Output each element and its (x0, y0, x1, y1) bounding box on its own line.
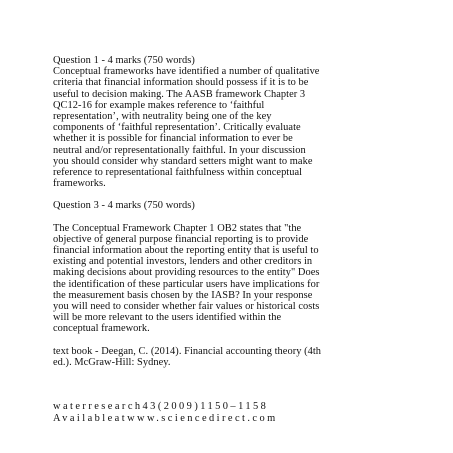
question3-heading: Question 3 - 4 marks (750 words) (53, 200, 195, 212)
question3-line: the identification of these particular users have implications for (53, 278, 320, 290)
question3-line: financial information about the reporting entity that is useful to (53, 245, 319, 257)
question1-line: frameworks. (53, 178, 106, 190)
question1-line: QC12-16 for example makes reference to ‘faithful (53, 99, 265, 111)
question1-line: whether it is possible for financial information to ever be (53, 133, 293, 145)
reference-line: text book - Deegan, C. (2014). Financial accounting theory (4th (53, 345, 322, 357)
question1-line: components of ‘faithful representation’. Critically evaluate (53, 122, 301, 134)
journal-footer (53, 401, 405, 426)
question3-line: conceptual framework. (53, 323, 150, 335)
question1-line: criteria that financial information should possess if it is to be (53, 77, 309, 89)
paragraph-gap (53, 212, 405, 223)
question3-line: the measurement basis chosen by the IASB? In your response (53, 289, 313, 301)
question1-heading: Question 1 - 4 marks (750 words) (53, 55, 195, 66)
question3-line: making decisions about providing resources to the entity" Does (53, 267, 320, 279)
question1-line: Conceptual frameworks have identified a number of qualitative (53, 66, 320, 78)
journal-citation: waterresearch43(2009)1150–1158 (53, 401, 269, 413)
document-page (53, 55, 405, 426)
question1-line: reference to representational faithfulness within conceptual (53, 167, 303, 179)
paragraph-gap (53, 368, 405, 401)
question3-line: you will need to consider whether fair values or historical costs (53, 301, 320, 313)
paragraph-gap (53, 189, 405, 200)
journal-availability: Availableatwww.sciencedirect.com (53, 413, 278, 425)
question1-line: neutral and/or representationally faithful. In your discussion (53, 144, 306, 156)
question3-line: The Conceptual Framework Chapter 1 OB2 states that "the (53, 222, 302, 234)
reference-line: ed.). McGraw-Hill: Sydney. (53, 356, 171, 368)
paragraph-gap (53, 335, 405, 346)
question1-body (53, 66, 405, 189)
textbook-reference (53, 346, 405, 368)
question3-body (53, 223, 405, 335)
question1-line: useful to decision making. The AASB framework Chapter 3 (53, 88, 306, 100)
question3-line: objective of general purpose financial reporting is to provide (53, 233, 309, 245)
question3-line: will be more relevant to the users identified within the (53, 312, 282, 324)
question3-line: existing and potential investors, lenders and other creditors in (53, 256, 313, 268)
question1-line: representation’, with neutrality being one of the key (53, 111, 272, 123)
question1-line: you should consider why standard setters might want to make (53, 155, 313, 167)
